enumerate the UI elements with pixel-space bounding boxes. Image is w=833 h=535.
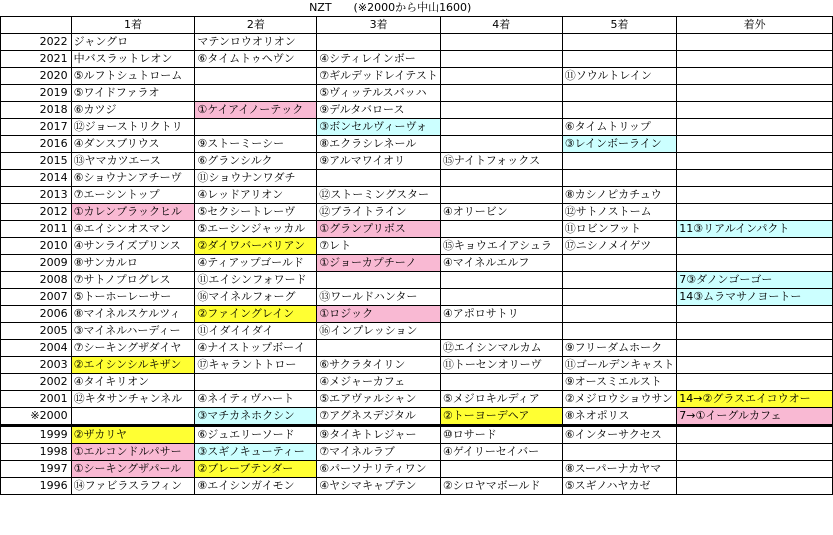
result-cell[interactable]: ①ジョーカプチーノ <box>317 255 441 272</box>
result-cell[interactable]: ②ダイワバーバリアン <box>195 238 317 255</box>
title-row <box>1 0 833 17</box>
result-cell[interactable] <box>677 153 833 170</box>
result-cell[interactable] <box>562 444 677 461</box>
result-cell[interactable]: ⑦マイネルラブ <box>317 444 441 461</box>
column-header[interactable] <box>1 17 72 34</box>
table-row <box>1 408 833 426</box>
title-spacer-cell[interactable] <box>1 0 72 17</box>
result-cell[interactable]: ⑥ジュエリーソード <box>195 426 317 444</box>
result-cell[interactable]: ⑤スギノハヤカゼ <box>562 478 677 495</box>
result-cell[interactable] <box>440 85 562 102</box>
result-cell[interactable]: ④ヤシマキャプテン <box>317 478 441 495</box>
result-cell[interactable]: ⑤ヴィッテルスバッハ <box>317 85 441 102</box>
result-cell[interactable]: ⑤トーホーレーサー <box>71 289 195 306</box>
result-cell[interactable]: ⑪エイシンフォワード <box>195 272 317 289</box>
result-cell[interactable] <box>71 408 195 426</box>
result-cell[interactable] <box>440 34 562 51</box>
column-header[interactable]: 3着 <box>317 17 441 34</box>
result-cell[interactable]: ⑪ショウナンワダチ <box>195 170 317 187</box>
result-cell[interactable] <box>677 357 833 374</box>
result-cell[interactable]: ⑫ストーミングスター <box>317 187 441 204</box>
table-row <box>1 323 833 340</box>
result-cell[interactable] <box>677 426 833 444</box>
year-cell[interactable]: 2001 <box>1 391 72 408</box>
result-cell[interactable]: ⑨フリーダムホーク <box>562 340 677 357</box>
year-cell[interactable]: 2009 <box>1 255 72 272</box>
result-cell[interactable]: ③ボンセルヴィーヴォ <box>317 119 441 136</box>
result-cell[interactable] <box>677 255 833 272</box>
result-cell[interactable]: ④ダンスブリウス <box>71 136 195 153</box>
result-cell[interactable]: ⑥パーソナリティワン <box>317 461 441 478</box>
result-cell[interactable]: ⑪ソウルトレイン <box>562 68 677 85</box>
result-cell[interactable] <box>677 204 833 221</box>
result-cell[interactable]: ⑫サトノストーム <box>562 204 677 221</box>
column-header[interactable]: 1着 <box>71 17 195 34</box>
result-cell[interactable]: ⑥タイムトゥヘヴン <box>195 51 317 68</box>
column-header[interactable]: 着外 <box>677 17 833 34</box>
table-row <box>1 170 833 187</box>
result-cell[interactable]: ⑥ショウナンアチーヴ <box>71 170 195 187</box>
result-cell[interactable]: ⑪イダイイダイ <box>195 323 317 340</box>
result-cell[interactable]: 中バスラットレオン <box>71 51 195 68</box>
result-cell[interactable] <box>317 272 441 289</box>
result-cell[interactable]: ⑤エーシンジャッカル <box>195 221 317 238</box>
result-cell[interactable]: ⑬ヤマカツエース <box>71 153 195 170</box>
result-cell[interactable]: ⑦レト <box>317 238 441 255</box>
result-cell[interactable] <box>317 340 441 357</box>
result-cell[interactable]: 7③ダノンゴーゴー <box>677 272 833 289</box>
result-cell[interactable] <box>440 136 562 153</box>
result-cell[interactable]: ⑧エイシンガイモン <box>195 478 317 495</box>
result-cell[interactable] <box>440 170 562 187</box>
result-cell[interactable]: ①ロジック <box>317 306 441 323</box>
result-cell[interactable]: ④マイネルエルフ <box>440 255 562 272</box>
year-cell[interactable]: 2017 <box>1 119 72 136</box>
result-cell[interactable]: ②シロヤマボールド <box>440 478 562 495</box>
result-cell[interactable] <box>562 51 677 68</box>
table-row <box>1 85 833 102</box>
result-cell[interactable]: ⑰ニシノメイゲツ <box>562 238 677 255</box>
table-row <box>1 153 833 170</box>
table-row <box>1 204 833 221</box>
result-cell[interactable]: ④レッドアリオン <box>195 187 317 204</box>
result-cell[interactable] <box>677 34 833 51</box>
year-cell[interactable]: 2016 <box>1 136 72 153</box>
result-cell[interactable]: ジャングロ <box>71 34 195 51</box>
result-cell[interactable]: ⑥グランシルク <box>195 153 317 170</box>
result-cell[interactable]: ③マイネルハーディー <box>71 323 195 340</box>
header-row <box>1 17 833 34</box>
result-cell[interactable] <box>562 34 677 51</box>
result-cell[interactable]: ⑨ストーミーシー <box>195 136 317 153</box>
result-cell[interactable]: ⑧スーパーナカヤマ <box>562 461 677 478</box>
result-cell[interactable]: ⑦サトノプログレス <box>71 272 195 289</box>
result-cell[interactable] <box>440 323 562 340</box>
year-cell[interactable]: 2013 <box>1 187 72 204</box>
result-cell[interactable] <box>677 478 833 495</box>
result-cell[interactable] <box>677 102 833 119</box>
result-cell[interactable] <box>195 374 317 391</box>
result-cell[interactable]: ④タイキリオン <box>71 374 195 391</box>
year-cell[interactable]: 2019 <box>1 85 72 102</box>
result-cell[interactable]: 7→①イーグルカフェ <box>677 408 833 426</box>
result-cell[interactable]: ⑨オースミエルスト <box>562 374 677 391</box>
result-cell[interactable]: ⑦シーキングザダイヤ <box>71 340 195 357</box>
result-cell[interactable] <box>677 68 833 85</box>
result-cell[interactable]: ②エイシンシルキザン <box>71 357 195 374</box>
table-row <box>1 34 833 51</box>
result-cell[interactable] <box>195 68 317 85</box>
result-cell[interactable] <box>440 102 562 119</box>
table-row <box>1 478 833 495</box>
year-cell[interactable]: 2011 <box>1 221 72 238</box>
year-cell[interactable]: 1999 <box>1 426 72 444</box>
result-cell[interactable] <box>562 306 677 323</box>
result-cell[interactable] <box>677 306 833 323</box>
result-cell[interactable]: ①ケイアイノーテック <box>195 102 317 119</box>
year-cell[interactable]: 1996 <box>1 478 72 495</box>
result-cell[interactable]: マテンロウオリオン <box>195 34 317 51</box>
year-cell[interactable]: 2010 <box>1 238 72 255</box>
result-cell[interactable]: ⑫ジョーストリクトリ <box>71 119 195 136</box>
result-cell[interactable] <box>562 272 677 289</box>
result-cell[interactable]: ④サンライズプリンス <box>71 238 195 255</box>
result-cell[interactable]: ③スギノキューティー <box>195 444 317 461</box>
result-cell[interactable] <box>440 272 562 289</box>
result-cell[interactable]: ⑦アグネスデジタル <box>317 408 441 426</box>
result-cell[interactable] <box>677 444 833 461</box>
result-cell[interactable] <box>562 323 677 340</box>
result-cell[interactable]: ④エイシンオスマン <box>71 221 195 238</box>
table-row <box>1 187 833 204</box>
result-cell[interactable]: ⑤エアヴァルシャン <box>317 391 441 408</box>
result-cell[interactable]: ⑪ロビンフット <box>562 221 677 238</box>
result-cell[interactable] <box>562 170 677 187</box>
year-cell[interactable]: 1998 <box>1 444 72 461</box>
result-cell[interactable]: ②メジロウショウサン <box>562 391 677 408</box>
result-cell[interactable]: ①カレンブラックヒル <box>71 204 195 221</box>
year-cell[interactable]: 2005 <box>1 323 72 340</box>
table-row <box>1 340 833 357</box>
result-cell[interactable]: ⑧サンカルロ <box>71 255 195 272</box>
result-cell[interactable]: ③マチカネホクシン <box>195 408 317 426</box>
result-cell[interactable]: ④ティアップゴールド <box>195 255 317 272</box>
result-cell[interactable]: ⑤ルフトシュトローム <box>71 68 195 85</box>
result-cell[interactable]: ⑯インプレッション <box>317 323 441 340</box>
table-row <box>1 289 833 306</box>
result-cell[interactable] <box>317 34 441 51</box>
result-cell[interactable]: 11③リアルインパクト <box>677 221 833 238</box>
year-cell[interactable]: 2015 <box>1 153 72 170</box>
result-cell[interactable]: ④アポロサトリ <box>440 306 562 323</box>
result-cell[interactable]: ①シーキングザパール <box>71 461 195 478</box>
result-cell[interactable] <box>440 461 562 478</box>
result-cell[interactable]: ⑨アルマワイオリ <box>317 153 441 170</box>
result-cell[interactable]: ⑧マイネルスケルツィ <box>71 306 195 323</box>
result-cell[interactable]: ⑰キャラントトロー <box>195 357 317 374</box>
year-cell[interactable]: 2002 <box>1 374 72 391</box>
year-cell[interactable]: 1997 <box>1 461 72 478</box>
table-row <box>1 102 833 119</box>
result-cell[interactable]: ④オリービン <box>440 204 562 221</box>
result-cell[interactable] <box>440 51 562 68</box>
year-cell[interactable]: 2022 <box>1 34 72 51</box>
result-cell[interactable] <box>677 340 833 357</box>
result-cell[interactable]: ⑦ギルデッドレイテスト <box>317 68 441 85</box>
result-cell[interactable] <box>677 85 833 102</box>
table-row <box>1 357 833 374</box>
table-row <box>1 306 833 323</box>
result-cell[interactable]: ⑩ロサード <box>440 426 562 444</box>
result-cell[interactable] <box>562 102 677 119</box>
year-cell[interactable]: 2012 <box>1 204 72 221</box>
table-row <box>1 272 833 289</box>
year-cell[interactable]: 2008 <box>1 272 72 289</box>
year-cell[interactable]: 2007 <box>1 289 72 306</box>
table-row <box>1 51 833 68</box>
result-cell[interactable]: ④シティレインボー <box>317 51 441 68</box>
result-cell[interactable]: ⑨デルタバロース <box>317 102 441 119</box>
result-cell[interactable]: 14→②グラスエイコウオー <box>677 391 833 408</box>
result-cell[interactable]: ②ザカリヤ <box>71 426 195 444</box>
result-cell[interactable] <box>677 136 833 153</box>
result-cell[interactable]: ②トーヨーデヘア <box>440 408 562 426</box>
result-cell[interactable]: ⑪トーセンオリーヴ <box>440 357 562 374</box>
column-header[interactable]: 5着 <box>562 17 677 34</box>
table-row <box>1 119 833 136</box>
result-cell[interactable]: ⑯マイネルフォーグ <box>195 289 317 306</box>
table-row <box>1 255 833 272</box>
result-cell[interactable] <box>677 51 833 68</box>
table-row <box>1 136 833 153</box>
result-cell[interactable]: ⑪ゴールデンキャスト <box>562 357 677 374</box>
result-cell[interactable]: ⑨タイキトレジャー <box>317 426 441 444</box>
result-cell[interactable] <box>440 374 562 391</box>
result-cell[interactable]: ④メジャーカフェ <box>317 374 441 391</box>
result-cell[interactable]: ⑤セクシートレーヴ <box>195 204 317 221</box>
result-cell[interactable] <box>677 187 833 204</box>
result-cell[interactable]: ⑥カツジ <box>71 102 195 119</box>
table-row <box>1 68 833 85</box>
result-cell[interactable] <box>677 461 833 478</box>
result-cell[interactable] <box>677 119 833 136</box>
result-cell[interactable]: ⑥インターサクセス <box>562 426 677 444</box>
column-header[interactable]: 2着 <box>195 17 317 34</box>
result-cell[interactable]: ⑬ワールドハンター <box>317 289 441 306</box>
result-cell[interactable]: ①グランプリボス <box>317 221 441 238</box>
result-cell[interactable]: 14③ムラマサノヨートー <box>677 289 833 306</box>
result-cell[interactable] <box>562 153 677 170</box>
result-cell[interactable] <box>440 221 562 238</box>
result-cell[interactable] <box>440 68 562 85</box>
result-cell[interactable]: ⑧ネオポリス <box>562 408 677 426</box>
year-cell[interactable]: 2021 <box>1 51 72 68</box>
result-cell[interactable]: ③レインボーライン <box>562 136 677 153</box>
year-cell[interactable]: ※2000 <box>1 408 72 426</box>
result-cell[interactable]: ④ナイストップボーイ <box>195 340 317 357</box>
result-cell[interactable] <box>195 119 317 136</box>
result-cell[interactable]: ⑫エイシンマルカム <box>440 340 562 357</box>
result-cell[interactable]: ⑤ワイドファラオ <box>71 85 195 102</box>
result-cell[interactable] <box>562 85 677 102</box>
table-row <box>1 426 833 444</box>
result-cell[interactable]: ④ゲイリーセイバー <box>440 444 562 461</box>
result-cell[interactable]: ⑥サクラタイリン <box>317 357 441 374</box>
year-cell[interactable]: 2004 <box>1 340 72 357</box>
result-cell[interactable]: ⑥タイムトリップ <box>562 119 677 136</box>
year-cell[interactable]: 2020 <box>1 68 72 85</box>
column-header[interactable]: 4着 <box>440 17 562 34</box>
result-cell[interactable]: ④ネイティヴハート <box>195 391 317 408</box>
year-cell[interactable]: 2003 <box>1 357 72 374</box>
result-cell[interactable]: ⑫キタサンチャンネル <box>71 391 195 408</box>
result-cell[interactable] <box>317 170 441 187</box>
table-row <box>1 374 833 391</box>
table-row <box>1 221 833 238</box>
table-row <box>1 461 833 478</box>
result-cell[interactable]: ⑧エクラシレネール <box>317 136 441 153</box>
year-cell[interactable]: 2018 <box>1 102 72 119</box>
result-cell[interactable]: ⑫ブライトライン <box>317 204 441 221</box>
result-cell[interactable]: ⑦エーシントップ <box>71 187 195 204</box>
result-cell[interactable] <box>440 119 562 136</box>
result-cell[interactable] <box>677 238 833 255</box>
result-cell[interactable] <box>677 323 833 340</box>
result-cell[interactable]: ⑮キョウエイアシュラ <box>440 238 562 255</box>
result-cell[interactable]: ②ブレーブテンダー <box>195 461 317 478</box>
result-cell[interactable]: ⑤メジロキルディア <box>440 391 562 408</box>
result-cell[interactable] <box>677 170 833 187</box>
result-cell[interactable] <box>562 289 677 306</box>
result-cell[interactable] <box>440 187 562 204</box>
result-cell[interactable] <box>562 255 677 272</box>
result-cell[interactable]: ①エルコンドルパサー <box>71 444 195 461</box>
result-cell[interactable] <box>195 85 317 102</box>
sheet-title[interactable]: NZT (※2000から中山1600) <box>309 1 472 14</box>
table-row <box>1 444 833 461</box>
result-cell[interactable] <box>677 374 833 391</box>
result-cell[interactable]: ⑮ナイトフォックス <box>440 153 562 170</box>
result-cell[interactable] <box>440 289 562 306</box>
table-row <box>1 238 833 255</box>
year-cell[interactable]: 2006 <box>1 306 72 323</box>
result-cell[interactable]: ⑧カシノピカチュウ <box>562 187 677 204</box>
table-row <box>1 391 833 408</box>
result-cell[interactable]: ②ファイングレイン <box>195 306 317 323</box>
year-cell[interactable]: 2014 <box>1 170 72 187</box>
result-cell[interactable]: ⑭ファビラスラフィン <box>71 478 195 495</box>
